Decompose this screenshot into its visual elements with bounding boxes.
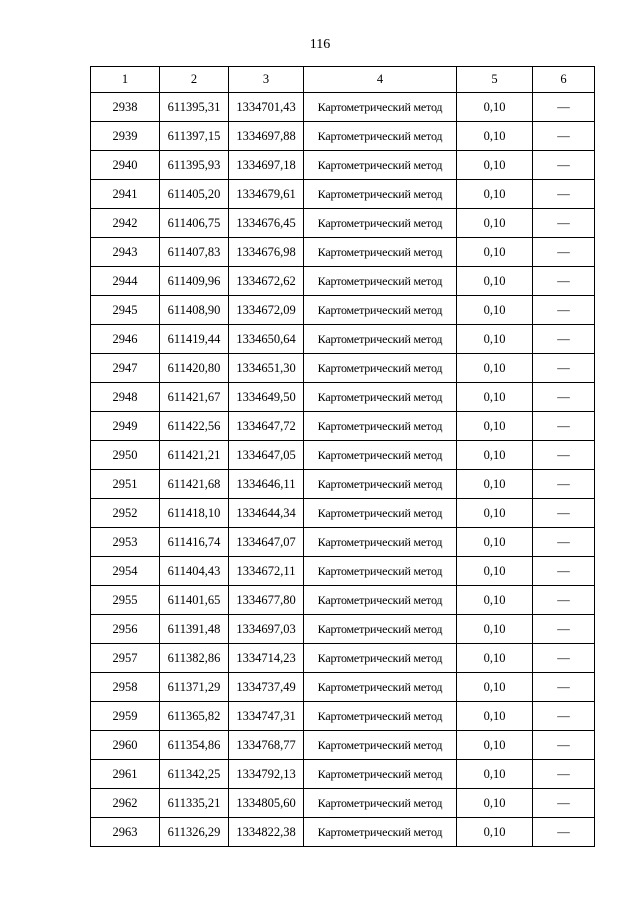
table-row [91,238,595,267]
table-row [91,644,595,673]
table-row [91,818,595,847]
description-cell: — [533,673,595,702]
accuracy-cell: 0,10 [457,760,533,789]
x-coordinate-cell: 611382,86 [160,644,229,673]
point-number-cell: 2957 [91,644,160,673]
x-coordinate-cell: 611401,65 [160,586,229,615]
x-coordinate-cell: 611418,10 [160,499,229,528]
method-cell: Картометрический метод [304,354,457,383]
point-number-cell: 2951 [91,470,160,499]
point-number-cell: 2954 [91,557,160,586]
table-row [91,122,595,151]
method-cell: Картометрический метод [304,818,457,847]
table-row [91,412,595,441]
method-cell: Картометрический метод [304,789,457,818]
page-number: 116 [309,37,331,52]
method-cell: Картометрический метод [304,383,457,412]
table-row [91,470,595,499]
column-header: 2 [160,67,229,93]
method-cell: Картометрический метод [304,93,457,122]
point-number-cell: 2948 [91,383,160,412]
point-number-cell: 2942 [91,209,160,238]
x-coordinate-cell: 611406,75 [160,209,229,238]
description-cell: — [533,93,595,122]
x-coordinate-cell: 611397,15 [160,122,229,151]
description-cell: — [533,325,595,354]
x-coordinate-cell: 611419,44 [160,325,229,354]
y-coordinate-cell: 1334650,64 [229,325,304,354]
y-coordinate-cell: 1334714,23 [229,644,304,673]
y-coordinate-cell: 1334646,11 [229,470,304,499]
point-number-cell: 2959 [91,702,160,731]
x-coordinate-cell: 611422,56 [160,412,229,441]
point-number-cell: 2939 [91,122,160,151]
method-cell: Картометрический метод [304,499,457,528]
description-cell: — [533,644,595,673]
x-coordinate-cell: 611395,31 [160,93,229,122]
description-cell: — [533,180,595,209]
table-row [91,180,595,209]
method-cell: Картометрический метод [304,441,457,470]
y-coordinate-cell: 1334805,60 [229,789,304,818]
y-coordinate-cell: 1334649,50 [229,383,304,412]
method-cell: Картометрический метод [304,557,457,586]
column-header: 4 [304,67,457,93]
description-cell: — [533,499,595,528]
x-coordinate-cell: 611391,48 [160,615,229,644]
y-coordinate-cell: 1334792,13 [229,760,304,789]
description-cell: — [533,122,595,151]
accuracy-cell: 0,10 [457,731,533,760]
point-number-cell: 2949 [91,412,160,441]
y-coordinate-cell: 1334697,18 [229,151,304,180]
y-coordinate-cell: 1334679,61 [229,180,304,209]
point-number-cell: 2962 [91,789,160,818]
method-cell: Картометрический метод [304,151,457,180]
method-cell: Картометрический метод [304,267,457,296]
method-cell: Картометрический метод [304,296,457,325]
accuracy-cell: 0,10 [457,557,533,586]
x-coordinate-cell: 611405,20 [160,180,229,209]
y-coordinate-cell: 1334647,72 [229,412,304,441]
x-coordinate-cell: 611395,93 [160,151,229,180]
point-number-cell: 2943 [91,238,160,267]
method-cell: Картометрический метод [304,731,457,760]
accuracy-cell: 0,10 [457,528,533,557]
y-coordinate-cell: 1334651,30 [229,354,304,383]
x-coordinate-cell: 611409,96 [160,267,229,296]
y-coordinate-cell: 1334644,34 [229,499,304,528]
y-coordinate-cell: 1334676,45 [229,209,304,238]
table-row [91,760,595,789]
accuracy-cell: 0,10 [457,151,533,180]
y-coordinate-cell: 1334737,49 [229,673,304,702]
point-number-cell: 2940 [91,151,160,180]
point-number-cell: 2955 [91,586,160,615]
x-coordinate-cell: 611404,43 [160,557,229,586]
point-number-cell: 2960 [91,731,160,760]
point-number-cell: 2963 [91,818,160,847]
x-coordinate-cell: 611408,90 [160,296,229,325]
y-coordinate-cell: 1334677,80 [229,586,304,615]
method-cell: Картометрический метод [304,209,457,238]
accuracy-cell: 0,10 [457,383,533,412]
accuracy-cell: 0,10 [457,615,533,644]
x-coordinate-cell: 611421,67 [160,383,229,412]
description-cell: — [533,528,595,557]
table-row [91,557,595,586]
y-coordinate-cell: 1334697,03 [229,615,304,644]
table-row [91,731,595,760]
column-header: 1 [91,67,160,93]
table-row [91,528,595,557]
method-cell: Картометрический метод [304,470,457,499]
y-coordinate-cell: 1334747,31 [229,702,304,731]
description-cell: — [533,441,595,470]
point-number-cell: 2941 [91,180,160,209]
table-row [91,383,595,412]
point-number-cell: 2956 [91,615,160,644]
table-row [91,615,595,644]
accuracy-cell: 0,10 [457,412,533,441]
column-header: 3 [229,67,304,93]
y-coordinate-cell: 1334672,62 [229,267,304,296]
description-cell: — [533,731,595,760]
y-coordinate-cell: 1334701,43 [229,93,304,122]
description-cell: — [533,354,595,383]
table-row [91,499,595,528]
table-row [91,354,595,383]
accuracy-cell: 0,10 [457,209,533,238]
point-number-cell: 2961 [91,760,160,789]
description-cell: — [533,760,595,789]
accuracy-cell: 0,10 [457,238,533,267]
point-number-cell: 2946 [91,325,160,354]
method-cell: Картометрический метод [304,528,457,557]
method-cell: Картометрический метод [304,586,457,615]
method-cell: Картометрический метод [304,122,457,151]
accuracy-cell: 0,10 [457,441,533,470]
method-cell: Картометрический метод [304,615,457,644]
table-row [91,296,595,325]
method-cell: Картометрический метод [304,180,457,209]
table-row [91,93,595,122]
x-coordinate-cell: 611420,80 [160,354,229,383]
table-header-row [91,67,595,93]
point-number-cell: 2938 [91,93,160,122]
x-coordinate-cell: 611407,83 [160,238,229,267]
point-number-cell: 2950 [91,441,160,470]
method-cell: Картометрический метод [304,644,457,673]
method-cell: Картометрический метод [304,325,457,354]
table-body [91,93,595,847]
method-cell: Картометрический метод [304,412,457,441]
table-row [91,789,595,818]
point-number-cell: 2958 [91,673,160,702]
accuracy-cell: 0,10 [457,499,533,528]
description-cell: — [533,586,595,615]
point-number-cell: 2944 [91,267,160,296]
accuracy-cell: 0,10 [457,296,533,325]
coordinates-table [90,66,595,847]
accuracy-cell: 0,10 [457,325,533,354]
accuracy-cell: 0,10 [457,267,533,296]
accuracy-cell: 0,10 [457,122,533,151]
accuracy-cell: 0,10 [457,789,533,818]
accuracy-cell: 0,10 [457,673,533,702]
column-header: 5 [457,67,533,93]
x-coordinate-cell: 611421,21 [160,441,229,470]
x-coordinate-cell: 611354,86 [160,731,229,760]
x-coordinate-cell: 611371,29 [160,673,229,702]
y-coordinate-cell: 1334676,98 [229,238,304,267]
description-cell: — [533,209,595,238]
table-row [91,673,595,702]
x-coordinate-cell: 611416,74 [160,528,229,557]
accuracy-cell: 0,10 [457,586,533,615]
description-cell: — [533,296,595,325]
y-coordinate-cell: 1334647,07 [229,528,304,557]
table-row [91,441,595,470]
y-coordinate-cell: 1334672,11 [229,557,304,586]
accuracy-cell: 0,10 [457,644,533,673]
point-number-cell: 2952 [91,499,160,528]
description-cell: — [533,383,595,412]
method-cell: Картометрический метод [304,702,457,731]
method-cell: Картометрический метод [304,238,457,267]
point-number-cell: 2945 [91,296,160,325]
table-row [91,151,595,180]
description-cell: — [533,702,595,731]
accuracy-cell: 0,10 [457,702,533,731]
y-coordinate-cell: 1334647,05 [229,441,304,470]
description-cell: — [533,267,595,296]
x-coordinate-cell: 611365,82 [160,702,229,731]
accuracy-cell: 0,10 [457,180,533,209]
table-row [91,267,595,296]
accuracy-cell: 0,10 [457,818,533,847]
description-cell: — [533,789,595,818]
description-cell: — [533,470,595,499]
description-cell: — [533,412,595,441]
method-cell: Картометрический метод [304,760,457,789]
description-cell: — [533,151,595,180]
y-coordinate-cell: 1334768,77 [229,731,304,760]
description-cell: — [533,557,595,586]
table-row [91,586,595,615]
accuracy-cell: 0,10 [457,354,533,383]
x-coordinate-cell: 611421,68 [160,470,229,499]
column-header: 6 [533,67,595,93]
description-cell: — [533,238,595,267]
x-coordinate-cell: 611326,29 [160,818,229,847]
x-coordinate-cell: 611335,21 [160,789,229,818]
method-cell: Картометрический метод [304,673,457,702]
table-row [91,702,595,731]
accuracy-cell: 0,10 [457,470,533,499]
point-number-cell: 2953 [91,528,160,557]
accuracy-cell: 0,10 [457,93,533,122]
y-coordinate-cell: 1334697,88 [229,122,304,151]
table-row [91,209,595,238]
point-number-cell: 2947 [91,354,160,383]
description-cell: — [533,615,595,644]
table-row [91,325,595,354]
x-coordinate-cell: 611342,25 [160,760,229,789]
description-cell: — [533,818,595,847]
y-coordinate-cell: 1334672,09 [229,296,304,325]
y-coordinate-cell: 1334822,38 [229,818,304,847]
